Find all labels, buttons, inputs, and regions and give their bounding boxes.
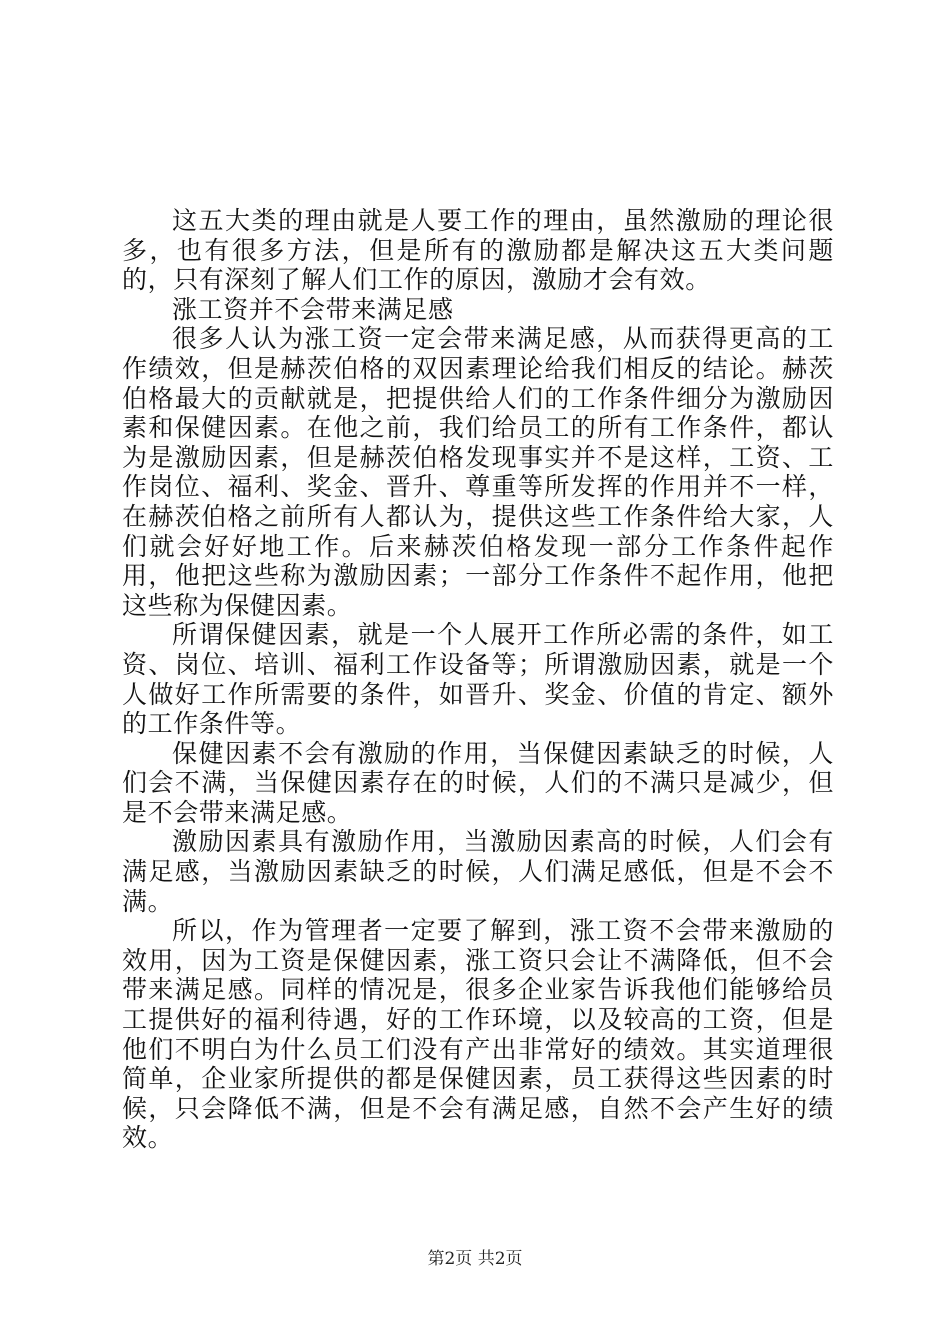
paragraph: 激励因素具有激励作用，当激励因素高的时候，人们会有满足感，当激励因素缺乏的时候，人们满足感低，但是不会不满。 bbox=[122, 827, 834, 916]
document-body bbox=[122, 206, 834, 1153]
section-heading: 涨工资并不会带来满足感 bbox=[172, 294, 454, 324]
paragraph: 这五大类的理由就是人要工作的理由，虽然激励的理论很多，也有很多方法，但是所有的激励都是解决这五大类问题的，只有深刻了解人们工作的原因，激励才会有效。 bbox=[122, 206, 834, 295]
paragraph: 很多人认为涨工资一定会带来满足感，从而获得更高的工作绩效，但是赫茨伯格的双因素理论给我们相反的结论。赫茨伯格最大的贡献就是，把提供给人们的工作条件细分为激励因素和保健因素。在他之前，我们给员工的所有工作条件，都认为是激励因素，但是赫茨伯格发现事实并不是这样，工资、工作岗位、福利、奖金、晋升、尊重等所发挥的作用并不一样，在赫茨伯格之前所有人都认为，提供这些工作条件给大家，人们就会好好地工作。后来赫茨伯格发现一部分工作条件起作用，他把这些称为激励因素；一部分工作条件不起作用，他把这些称为保健因素。 bbox=[122, 324, 834, 620]
paragraph: 所以，作为管理者一定要了解到，涨工资不会带来激励的效用，因为工资是保健因素，涨工资只会让不满降低，但不会带来满足感。同样的情况是，很多企业家告诉我他们能够给员工提供好的福利待遇，好的工作环境，以及较高的工资，但是他们不明白为什么员工们没有产出非常好的绩效。其实道理很简单，企业家所提供的都是保健因素，员工获得这些因素的时候，只会降低不满，但是不会有满足感，自然不会产生好的绩效。 bbox=[122, 916, 834, 1153]
paragraph: 所谓保健因素，就是一个人展开工作所必需的条件，如工资、岗位、培训、福利工作设备等；所谓激励因素，就是一个人做好工作所需要的条件，如晋升、奖金、价值的肯定、额外的工作条件等。 bbox=[122, 620, 834, 739]
page-footer: 第2页 共2页 bbox=[427, 1249, 523, 1269]
paragraph: 保健因素不会有激励的作用，当保健因素缺乏的时候，人们会不满，当保健因素存在的时候，人们的不满只是减少，但是不会带来满足感。 bbox=[122, 738, 834, 827]
